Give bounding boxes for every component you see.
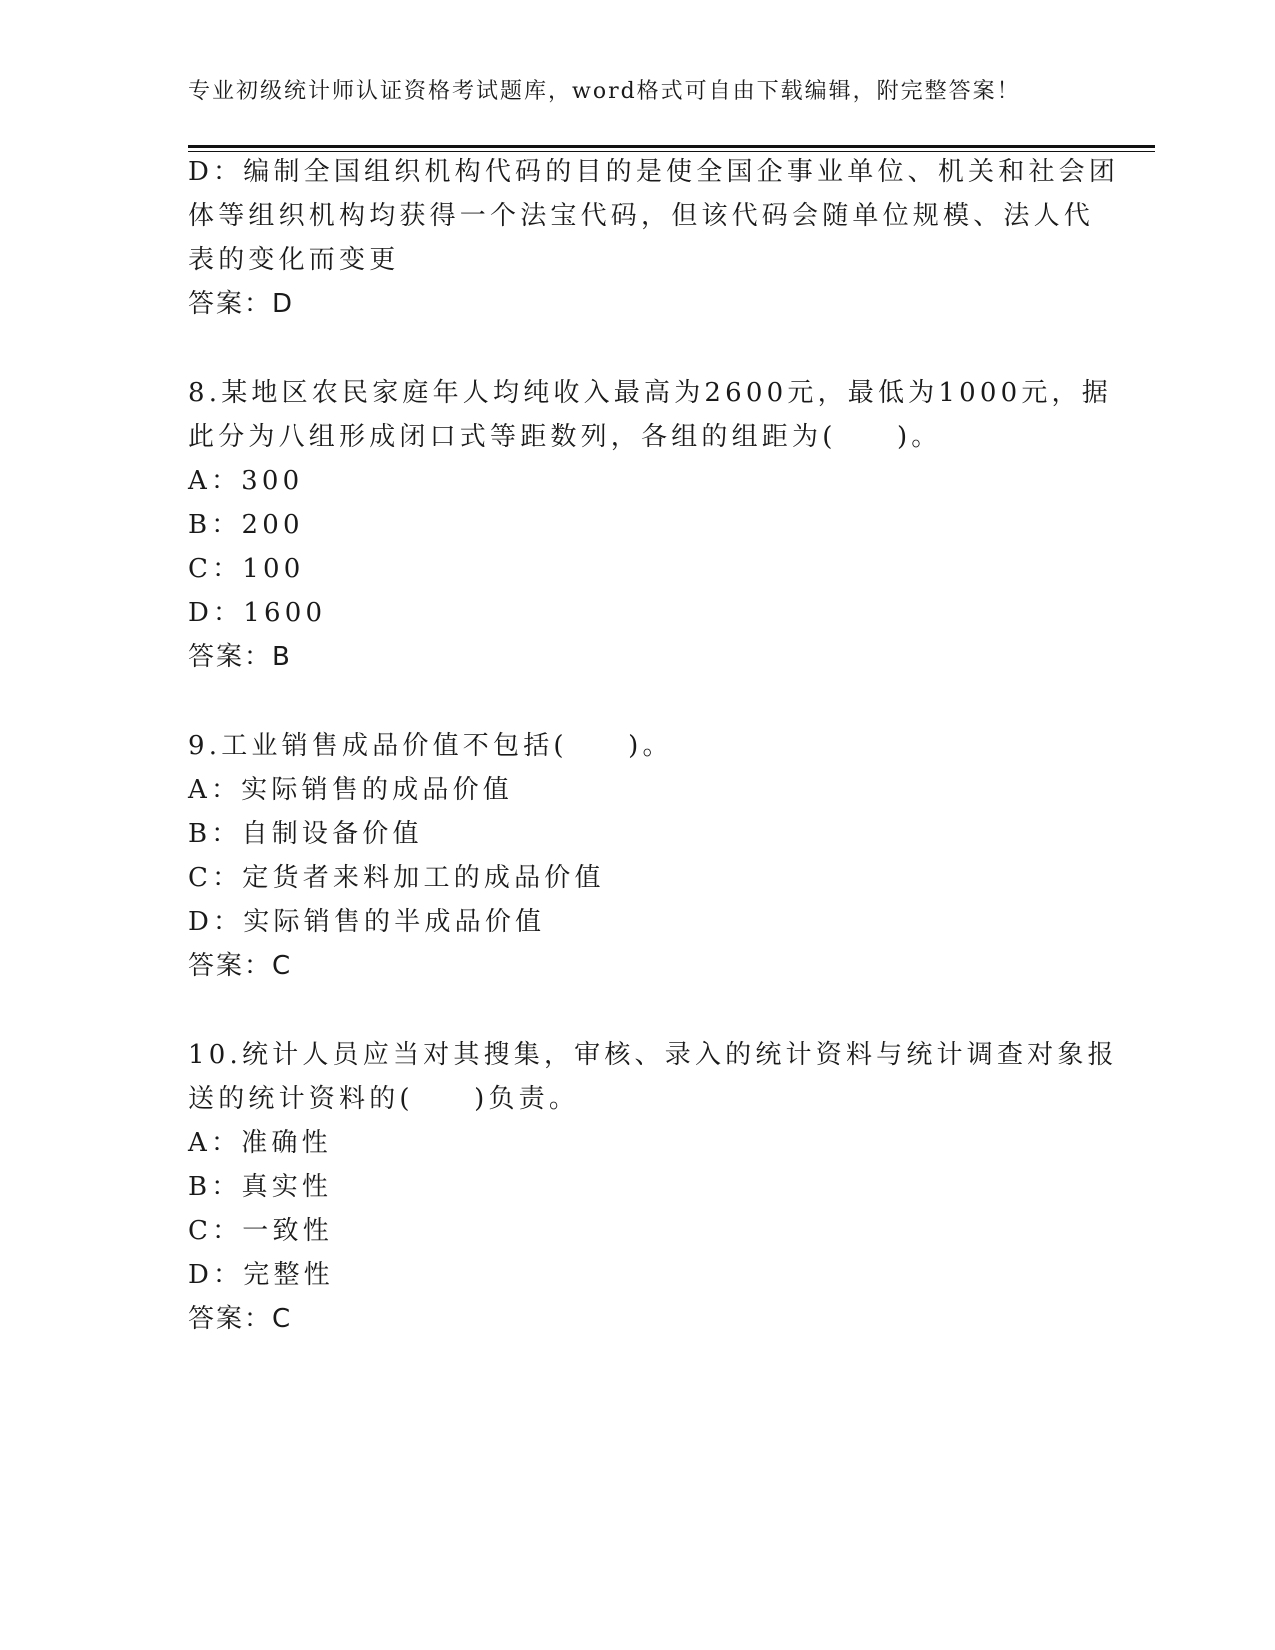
option-b: B：200 <box>188 510 304 540</box>
option-d-line-2: 体等组织机构均获得一个法宝代码，但该代码会随单位规模、法人代 <box>188 201 1095 231</box>
option-d: D：完整性 <box>188 1260 334 1290</box>
option-c: C：一致性 <box>188 1216 333 1246</box>
answer-label: 答案：B <box>188 642 292 672</box>
option-c: C：定货者来料加工的成品价值 <box>188 863 605 893</box>
option-a: A：准确性 <box>188 1128 332 1158</box>
option-d: D：1600 <box>188 598 327 628</box>
option-d-line-3: 表的变化而变更 <box>188 245 400 275</box>
answer-label: 答案：D <box>188 289 295 319</box>
option-a: A：实际销售的成品价值 <box>188 775 513 805</box>
question-stem-line: 10.统计人员应当对其搜集，审核、录入的统计资料与统计调查对象报 <box>188 1040 1118 1070</box>
answer-label: 答案：C <box>188 1304 293 1334</box>
question-stem-line: 送的统计资料的( )负责。 <box>188 1084 580 1114</box>
option-b: B：自制设备价值 <box>188 819 423 849</box>
answer-label: 答案：C <box>188 951 293 981</box>
option-b: B：真实性 <box>188 1172 333 1202</box>
option-d-line-1: D：编制全国组织机构代码的目的是使全国企事业单位、机关和社会团 <box>188 157 1120 187</box>
option-c: C：100 <box>188 554 305 584</box>
question-stem-line: 8.某地区农民家庭年人均纯收入最高为2600元，最低为1000元，据 <box>188 378 1112 408</box>
option-d: D：实际销售的半成品价值 <box>188 907 546 937</box>
header-rule-thin <box>188 151 1155 152</box>
header-rule-thick <box>188 145 1155 148</box>
option-a: A：300 <box>188 466 304 496</box>
page-header: 专业初级统计师认证资格考试题库，word格式可自由下载编辑，附完整答案！ <box>188 79 1021 104</box>
question-stem-line: 9.工业销售成品价值不包括( )。 <box>188 731 673 761</box>
question-stem-line: 此分为八组形成闭口式等距数列，各组的组距为( )。 <box>188 422 942 452</box>
